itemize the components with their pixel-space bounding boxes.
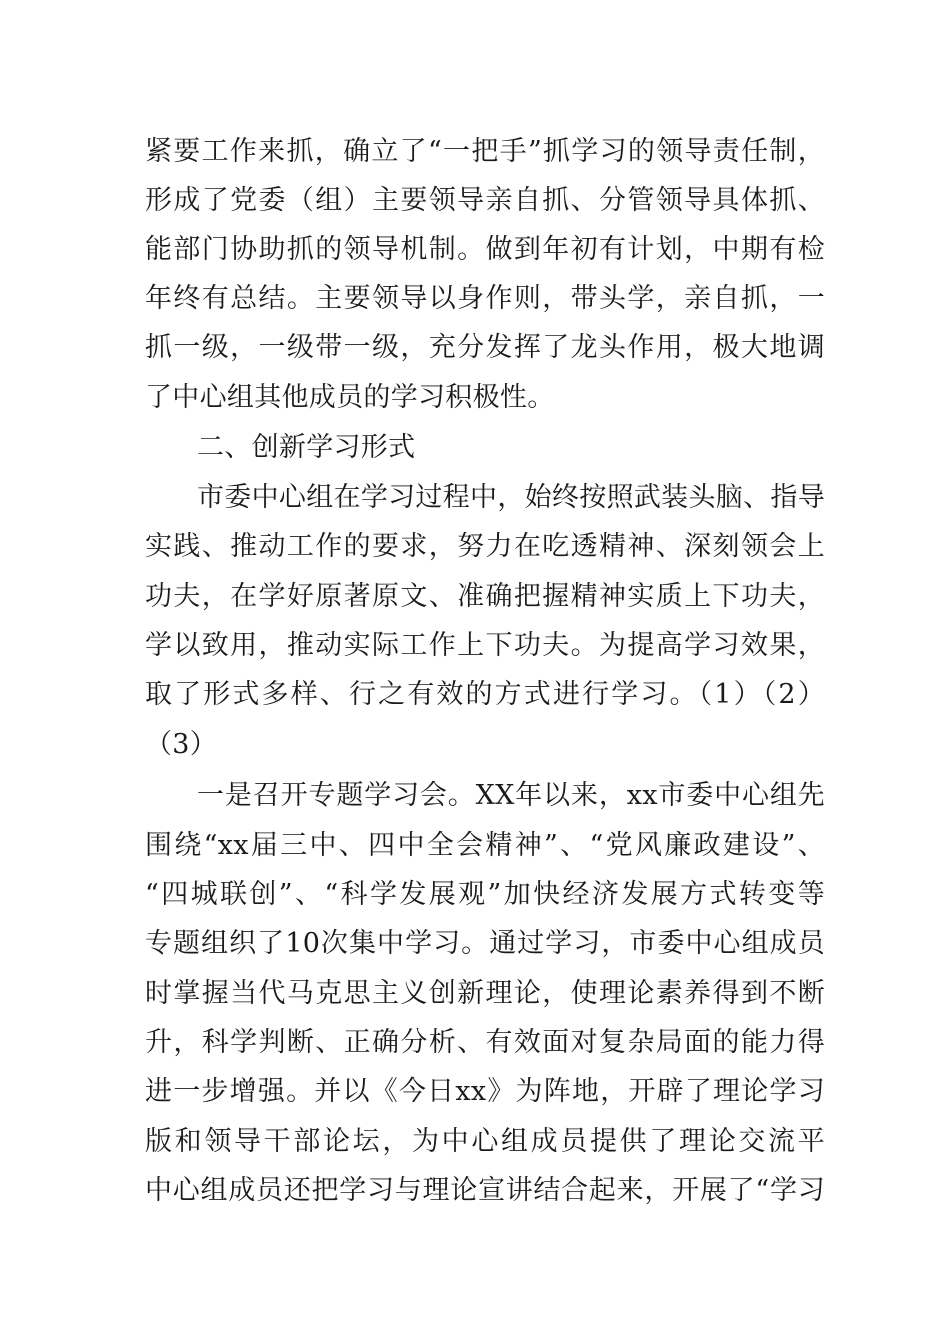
text-line-17: 专题组织了10次集中学习。通过学习，市委中心组成员 [145,928,825,959]
text-line-2: 形成了党委（组）主要领导亲自抓、分管领导具体抓、 [145,185,825,216]
text-line-19: 升，科学判断、正确分析、有效面对复杂局面的能力得 [145,1027,825,1058]
text-line-14: 一是召开专题学习会。XX年以来，xx市委中心组先 [197,780,825,811]
text-line-5: 抓一级，一级带一级，充分发挥了龙头作用，极大地调 [145,332,825,363]
text-line-1: 紧要工作来抓，确立了“一把手”抓学习的领导责任制， [145,136,825,167]
text-line-13: （3） [145,729,218,760]
text-line-10: 功夫，在学好原著原文、准确把握精神实质上下功夫， [145,581,825,612]
text-line-11: 学以致用，推动实际工作上下功夫。为提高学习效果， [145,630,825,661]
section-heading: 二、创新学习形式 [197,432,416,463]
text-line-21: 版和领导干部论坛，为中心组成员提供了理论交流平 [145,1126,825,1157]
text-line-8: 市委中心组在学习过程中，始终按照武装头脑、指导 [197,482,825,513]
text-line-20: 进一步增强。并以《今日xx》为阵地，开辟了理论学习 [145,1076,825,1107]
text-line-22: 中心组成员还把学习与理论宣讲结合起来，开展了“学习 [145,1175,825,1206]
text-line-15: 围绕“xx届三中、四中全会精神”、“党风廉政建设”、 [145,830,825,861]
text-line-4: 年终有总结。主要领导以身作则，带头学，亲自抓，一 [145,283,825,314]
text-line-16: “四城联创”、“科学发展观”加快经济发展方式转变等 [145,879,825,910]
text-line-9: 实践、推动工作的要求，努力在吃透精神、深刻领会上 [145,531,825,562]
text-line-3: 能部门协助抓的领导机制。做到年初有计划，中期有检 [145,234,825,265]
text-line-12: 取了形式多样、行之有效的方式进行学习。（1）（2） [145,679,825,710]
text-line-6: 了中心组其他成员的学习积极性。 [145,382,555,413]
text-line-18: 时掌握当代马克思主义创新理论，使理论素养得到不断 [145,978,825,1009]
